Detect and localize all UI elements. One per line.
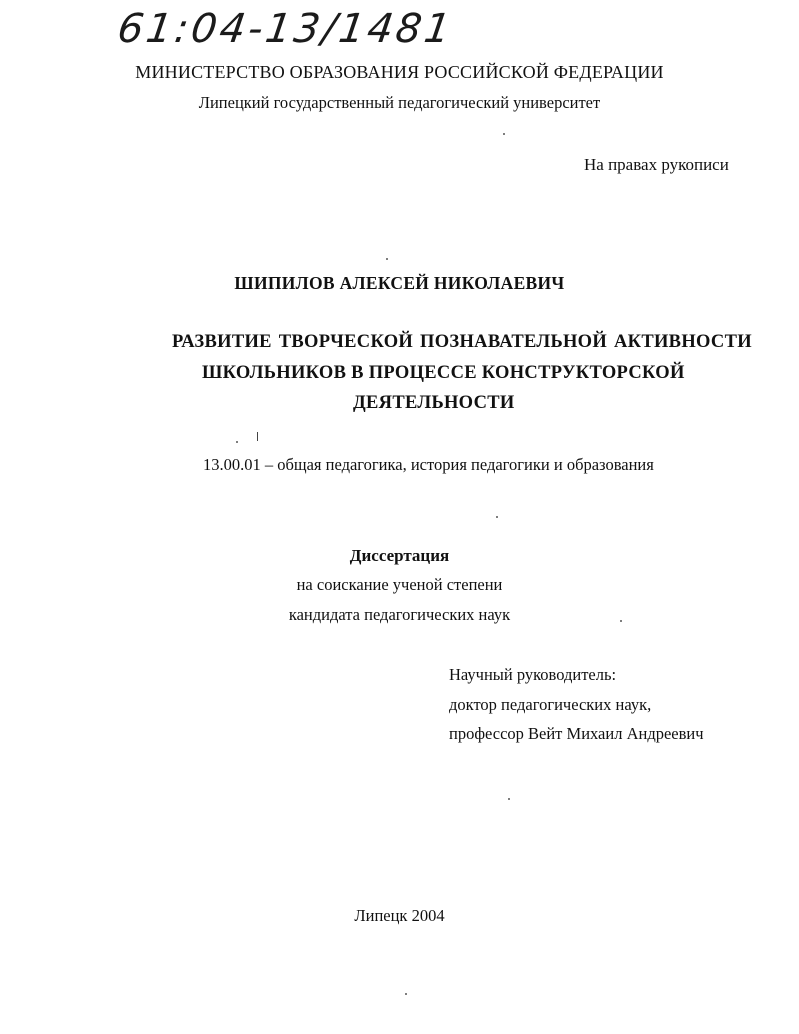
title-line-1: РАЗВИТИЕ ТВОРЧЕСКОЙ ПОЗНАВАТЕЛЬНОЙ АКТИВНОСТИ xyxy=(172,332,752,352)
title-line-2: ШКОЛЬНИКОВ В ПРОЦЕССЕ КОНСТРУКТОРСКОЙ xyxy=(202,363,685,383)
scan-speck xyxy=(236,441,238,443)
specialty-code: 13.00.01 – общая педагогика, история педагогики и образования xyxy=(203,455,654,474)
scan-speck xyxy=(620,620,622,622)
scan-mark xyxy=(257,432,258,441)
handwritten-archive-number: 61:04-13/1481 xyxy=(114,6,457,52)
scan-speck xyxy=(496,516,498,518)
ministry-header: МИНИСТЕРСТВО ОБРАЗОВАНИЯ РОССИЙСКОЙ ФЕДЕРАЦИИ xyxy=(135,62,664,82)
city-year: Липецк 2004 xyxy=(354,906,445,925)
degree-line-2: кандидата педагогических наук xyxy=(288,605,511,624)
degree-line-1: на соискание ученой степени xyxy=(296,575,503,594)
title-line-3: ДЕЯТЕЛЬНОСТИ xyxy=(353,393,515,413)
university-name: Липецкий государственный педагогический университет xyxy=(198,93,601,112)
supervisor-degree: доктор педагогических наук, xyxy=(449,695,652,714)
supervisor-name: профессор Вейт Михаил Андреевич xyxy=(449,724,704,743)
scan-speck xyxy=(508,798,510,800)
scan-speck xyxy=(386,258,388,260)
dissertation-label: Диссертация xyxy=(349,546,450,565)
author-name: ШИПИЛОВ АЛЕКСЕЙ НИКОЛАЕВИЧ xyxy=(234,273,565,293)
rights-note: На правах рукописи xyxy=(584,155,729,174)
scan-speck xyxy=(405,993,407,995)
supervisor-label: Научный руководитель: xyxy=(449,665,617,684)
scan-speck xyxy=(503,133,505,135)
